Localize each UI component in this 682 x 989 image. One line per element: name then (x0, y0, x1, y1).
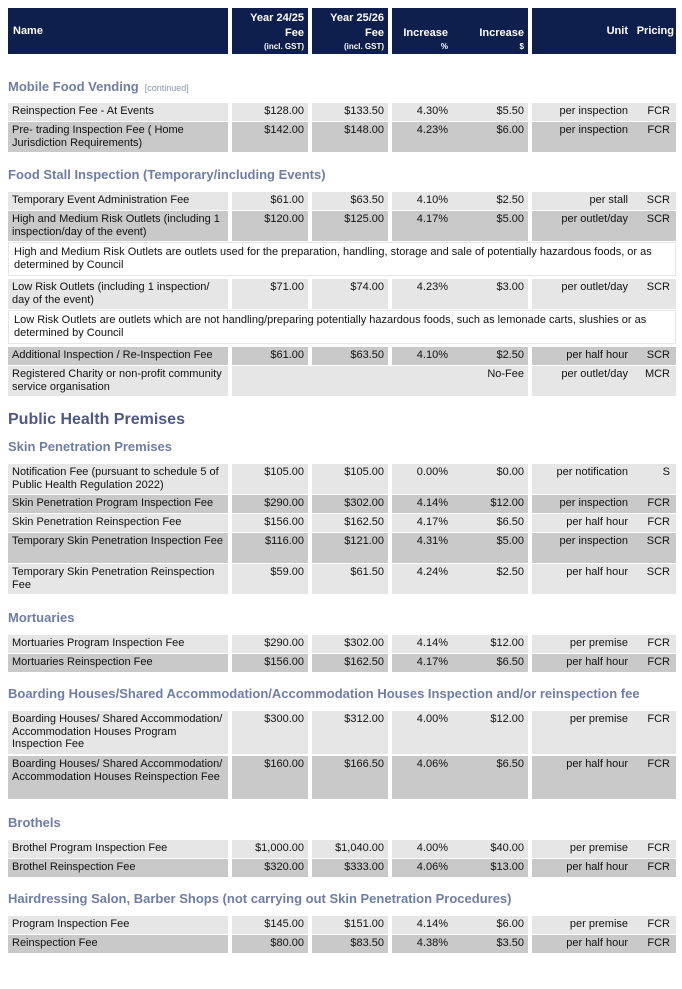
cell-unit: per half hour (532, 935, 632, 953)
h-pricing: Pricing (636, 25, 674, 37)
cell-pct: 4.24% (392, 564, 452, 594)
section-title-text: Boarding Houses/Shared Accommodation/Accommodation Houses Inspection and/or reinspection fee (8, 686, 640, 701)
cell-price: FCR (632, 514, 676, 532)
h-y2-b: Fee (365, 27, 384, 39)
header-year-24-25 (232, 8, 308, 54)
cell-name: Program Inspection Fee (8, 916, 228, 934)
cell-name: Boarding Houses/ Shared Accommodation/ Accommodation Houses Program Inspection Fee (8, 711, 228, 754)
cell-name: Reinspection Fee (8, 935, 228, 953)
cell-price: SCR (632, 192, 676, 210)
cell-usd: $3.00 (452, 279, 528, 309)
cell-y2: $166.50 (312, 756, 388, 799)
cell-y1: $300.00 (232, 711, 308, 754)
cell-pct: 4.14% (392, 495, 452, 513)
cell-y2: $63.50 (312, 347, 388, 365)
cell-y1: $1,000.00 (232, 840, 308, 858)
cell-name: Mortuaries Reinspection Fee (8, 654, 228, 672)
cell-unit: per premise (532, 840, 632, 858)
cell-y1: $61.00 (232, 192, 308, 210)
cell-unit: per notification (532, 464, 632, 494)
cell-usd: $2.50 (452, 347, 528, 365)
cell-y2: $121.00 (312, 533, 388, 563)
cell-y2: $125.00 (312, 211, 388, 241)
cell-price: FCR (632, 122, 676, 152)
cell-name: Brothel Program Inspection Fee (8, 840, 228, 858)
h-pct-a: Increase (403, 27, 448, 39)
cell-y2: $302.00 (312, 495, 388, 513)
cell-usd: $5.50 (452, 103, 528, 121)
header-name-label: Name (13, 25, 43, 37)
cell-usd: $2.50 (452, 192, 528, 210)
cell-y1: $145.00 (232, 916, 308, 934)
cell-usd: $2.50 (452, 564, 528, 594)
cell-name: Low Risk Outlets (including 1 inspection/ day of the event) (8, 279, 228, 309)
continued-label: [continued] (144, 83, 189, 93)
cell-usd: $12.00 (452, 711, 528, 754)
cell-price: FCR (632, 635, 676, 653)
note-text: Low Risk Outlets are outlets which are not handling/preparing potentially hazardous foods, such as lemonade carts, slushies or as determined by Council (8, 310, 676, 344)
cell-price: FCR (632, 935, 676, 953)
cell-unit: per outlet/day (532, 279, 632, 309)
cell-name: Skin Penetration Program Inspection Fee (8, 495, 228, 513)
cell-unit: per premise (532, 711, 632, 754)
cell-y1: $71.00 (232, 279, 308, 309)
cell-y2: $151.00 (312, 916, 388, 934)
cell-y1: $120.00 (232, 211, 308, 241)
h-y2-a: Year 25/26 (330, 12, 384, 24)
cell-y2: $312.00 (312, 711, 388, 754)
cell-usd: $12.00 (452, 495, 528, 513)
cell-unit: per half hour (532, 347, 632, 365)
h-unit: Unit (606, 25, 628, 37)
cell-unit: per half hour (532, 654, 632, 672)
cell-price: FCR (632, 495, 676, 513)
cell-price: FCR (632, 916, 676, 934)
cell-pct: 4.23% (392, 122, 452, 152)
cell-usd: $0.00 (452, 464, 528, 494)
cell-no-fee: No-Fee (232, 366, 528, 396)
cell-y1: $116.00 (232, 533, 308, 563)
cell-y1: $59.00 (232, 564, 308, 594)
cell-usd: $3.50 (452, 935, 528, 953)
cell-name: Temporary Skin Penetration Inspection Fee (8, 533, 228, 563)
cell-usd: $6.50 (452, 756, 528, 799)
cell-y1: $142.00 (232, 122, 308, 152)
cell-y1: $61.00 (232, 347, 308, 365)
cell-y2: $333.00 (312, 859, 388, 877)
cell-unit: per half hour (532, 564, 632, 594)
cell-y1: $105.00 (232, 464, 308, 494)
section-title-food (8, 167, 326, 182)
cell-usd: $6.50 (452, 654, 528, 672)
h-usd-a: Increase (479, 27, 524, 39)
cell-y2: $1,040.00 (312, 840, 388, 858)
cell-pct: 4.31% (392, 533, 452, 563)
cell-usd: $6.00 (452, 916, 528, 934)
cell-pct: 4.17% (392, 211, 452, 241)
cell-y2: $133.50 (312, 103, 388, 121)
cell-y2: $302.00 (312, 635, 388, 653)
cell-y2: $105.00 (312, 464, 388, 494)
cell-pct: 4.30% (392, 103, 452, 121)
cell-price: FCR (632, 654, 676, 672)
cell-y2: $162.50 (312, 514, 388, 532)
cell-pct: 0.00% (392, 464, 452, 494)
cell-usd: $40.00 (452, 840, 528, 858)
cell-name: High and Medium Risk Outlets (including 1 inspection/day of the event) (8, 211, 228, 241)
header-pricing (632, 8, 676, 54)
section-title-mobile (8, 79, 189, 94)
cell-price: FCR (632, 859, 676, 877)
cell-name: Registered Charity or non-profit community service organisation (8, 366, 228, 396)
h-y1-c: (incl. GST) (264, 42, 304, 51)
cell-unit: per half hour (532, 514, 632, 532)
cell-y1: $156.00 (232, 654, 308, 672)
cell-unit: per inspection (532, 533, 632, 563)
cell-name: Reinspection Fee - At Events (8, 103, 228, 121)
section-title-text: Hairdressing Salon, Barber Shops (not carrying out Skin Penetration Procedures) (8, 891, 512, 906)
h-usd-b: $ (519, 42, 524, 51)
cell-unit: per premise (532, 916, 632, 934)
cell-price: FCR (632, 756, 676, 799)
h-pct-b: % (440, 42, 448, 51)
header-increase-pct (392, 8, 452, 54)
cell-unit: per stall (532, 192, 632, 210)
cell-price: SCR (632, 279, 676, 309)
cell-y2: $162.50 (312, 654, 388, 672)
cell-name: Mortuaries Program Inspection Fee (8, 635, 228, 653)
cell-y1: $320.00 (232, 859, 308, 877)
cell-pct: 4.17% (392, 654, 452, 672)
cell-unit: per half hour (532, 756, 632, 799)
cell-price: FCR (632, 840, 676, 858)
cell-name: Temporary Skin Penetration Reinspection Fee (8, 564, 228, 594)
cell-unit: per half hour (532, 859, 632, 877)
section-title-text: Skin Penetration Premises (8, 439, 173, 454)
cell-unit: per inspection (532, 122, 632, 152)
cell-y1: $128.00 (232, 103, 308, 121)
cell-usd: $5.00 (452, 533, 528, 563)
cell-y2: $83.50 (312, 935, 388, 953)
note-text: High and Medium Risk Outlets are outlets used for the preparation, handling, storage and sale of potentially hazardous foods, or as determined by Council (8, 242, 676, 276)
header-year-25-26 (312, 8, 388, 54)
cell-pct: 4.14% (392, 635, 452, 653)
cell-y1: $156.00 (232, 514, 308, 532)
cell-usd: $12.00 (452, 635, 528, 653)
cell-name: Additional Inspection / Re-Inspection Fee (8, 347, 228, 365)
section-title-text: Mobile Food Vending (8, 79, 139, 94)
cell-pct: 4.38% (392, 935, 452, 953)
cell-price: SCR (632, 211, 676, 241)
cell-unit: per outlet/day (532, 211, 632, 241)
cell-y2: $63.50 (312, 192, 388, 210)
cell-y2: $148.00 (312, 122, 388, 152)
cell-price: SCR (632, 564, 676, 594)
header-increase-usd (452, 8, 528, 54)
cell-unit: per inspection (532, 103, 632, 121)
h-y1-a: Year 24/25 (250, 12, 304, 24)
heading-public-health-premises: Public Health Premises (8, 411, 185, 428)
cell-name: Boarding Houses/ Shared Accommodation/ Accommodation Houses Reinspection Fee (8, 756, 228, 799)
cell-usd: $13.00 (452, 859, 528, 877)
cell-price: MCR (632, 366, 676, 396)
section-title-text: Food Stall Inspection (Temporary/including Events) (8, 167, 326, 182)
cell-unit: per outlet/day (532, 366, 632, 396)
cell-usd: $5.00 (452, 211, 528, 241)
cell-usd: $6.00 (452, 122, 528, 152)
cell-name: Pre- trading Inspection Fee ( Home Jurisdiction Requirements) (8, 122, 228, 152)
cell-pct: 4.23% (392, 279, 452, 309)
cell-pct: 4.17% (392, 514, 452, 532)
h-y1-b: Fee (285, 27, 304, 39)
section-title-text: Mortuaries (8, 610, 75, 625)
cell-pct: 4.06% (392, 859, 452, 877)
header-unit (532, 8, 632, 54)
section-title-text: Brothels (8, 815, 61, 830)
cell-price: S (632, 464, 676, 494)
section-title-mortuaries (8, 610, 74, 625)
section-title-hair (8, 891, 512, 906)
cell-pct: 4.10% (392, 347, 452, 365)
cell-unit: per inspection (532, 495, 632, 513)
cell-name: Brothel Reinspection Fee (8, 859, 228, 877)
cell-price: SCR (632, 347, 676, 365)
cell-pct: 4.06% (392, 756, 452, 799)
cell-pct: 4.00% (392, 711, 452, 754)
cell-price: SCR (632, 533, 676, 563)
cell-y1: $290.00 (232, 495, 308, 513)
cell-price: FCR (632, 103, 676, 121)
cell-pct: 4.00% (392, 840, 452, 858)
section-title-boarding (8, 686, 640, 701)
header-name (8, 8, 228, 54)
cell-y2: $61.50 (312, 564, 388, 594)
section-title-skin (8, 439, 172, 454)
cell-usd: $6.50 (452, 514, 528, 532)
cell-pct: 4.14% (392, 916, 452, 934)
cell-y1: $160.00 (232, 756, 308, 799)
cell-name: Notification Fee (pursuant to schedule 5 of Public Health Regulation 2022) (8, 464, 228, 494)
cell-unit: per premise (532, 635, 632, 653)
cell-price: FCR (632, 711, 676, 754)
cell-name: Skin Penetration Reinspection Fee (8, 514, 228, 532)
section-title-brothels (8, 815, 61, 830)
cell-y1: $290.00 (232, 635, 308, 653)
cell-y1: $80.00 (232, 935, 308, 953)
cell-name: Temporary Event Administration Fee (8, 192, 228, 210)
h-y2-c: (incl. GST) (344, 42, 384, 51)
cell-pct: 4.10% (392, 192, 452, 210)
cell-y2: $74.00 (312, 279, 388, 309)
